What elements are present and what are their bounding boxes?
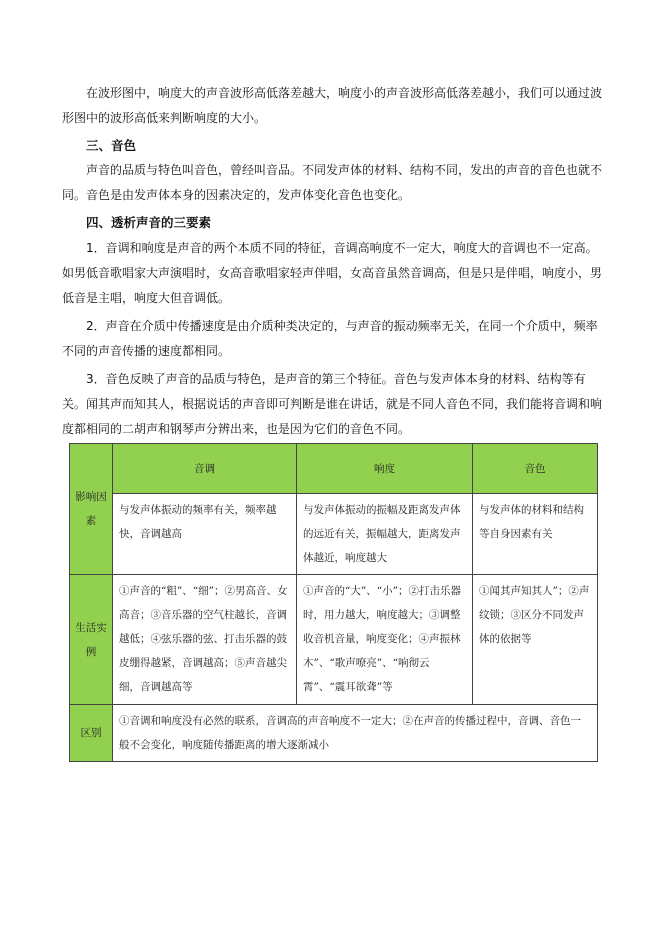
header-loudness: 响度 (297, 444, 473, 494)
sound-elements-table (69, 443, 598, 762)
heading-three-elements: 四、透析声音的三要素 (86, 215, 212, 230)
paragraph-point-2: 2．声音在介质中传播速度是由介质种类决定的，与声音的振动频率无关，在同一个介质中，频率不同的声音传播的速度都相同。 (62, 319, 598, 358)
header-pitch: 音调 (113, 444, 297, 494)
cell-factor-loudness: 与发声体振动的振幅及距离发声体的远近有关，振幅越大，距离发声体越近，响度越大 (297, 494, 473, 575)
row-label-text: 影响因素 (75, 491, 107, 528)
row-label-factors (70, 444, 113, 575)
table-row (70, 494, 598, 575)
cell-difference: ①音调和响度没有必然的联系，音调高的声音响度不一定大；②在声音的传播过程中，音调、音色一般不会变化，响度随传播距离的增大逐渐减小 (113, 704, 598, 761)
table-header-row (70, 444, 598, 494)
cell-example-loudness: ①声音的“大”、“小”；②打击乐器时，用力越大，响度越大；③调整收音机音量，响度变化；④声振林木”、“歌声嘹亮”、“响彻云霄”、“震耳欲聋”等 (297, 575, 473, 704)
paragraph-timbre: 声音的品质与特色叫音色，曾经叫音品。不同发声体的材料、结构不同，发出的声音的音色也就不同。音色是由发声体本身的因素决定的，发声体变化音色也变化。 (62, 163, 603, 202)
cell-example-pitch: ①声音的“粗”、“细”；②男高音、女高音；③音乐器的空气柱越长，音调越低；④弦乐器的弦、打击乐器的鼓皮绷得越紧，音调越高；⑤声音越尖细，音调越高等 (113, 575, 297, 704)
header-timbre: 音色 (473, 444, 598, 494)
table-row (70, 575, 598, 704)
cell-factor-pitch: 与发声体振动的频率有关，频率越快，音调越高 (113, 494, 297, 575)
row-label-difference: 区别 (70, 704, 113, 761)
table-row (70, 704, 598, 761)
paragraph-waveform: 在波形图中，响度大的声音波形高低落差越大，响度小的声音波形高低落差越小，我们可以通过波形图中的波形高低来判断响度的大小。 (62, 86, 603, 125)
row-label-examples: 生活实例 (70, 575, 113, 704)
paragraph-point-1: 1．音调和响度是声音的两个本质不同的特征，音调高响度不一定大，响度大的音调也不一定高。如男低音歌唱家大声演唱时，女高音歌唱家轻声伴唱，女高音虽然音调高，但是只是伴唱，响度小，男低音是主唱，响度大但音调低。 (62, 241, 603, 305)
cell-example-timbre: ①闻其声知其人”；②声纹锁；③区分不同发声体的依据等 (473, 575, 598, 704)
paragraph-point-3: 3．音色反映了声音的品质与特色，是声音的第三个特征。音色与发声体本身的材料、结构等有关。闻其声而知其人，根据说话的声音即可判断是谁在讲话，就是不同人音色不同，我们能将音调和响度都相同的二胡声和钢琴声分辨出来，也是因为它们的音色不同。 (62, 372, 603, 436)
cell-factor-timbre: 与发声体的材料和结构等自身因素有关 (473, 494, 598, 575)
heading-timbre: 三、音色 (86, 138, 137, 153)
